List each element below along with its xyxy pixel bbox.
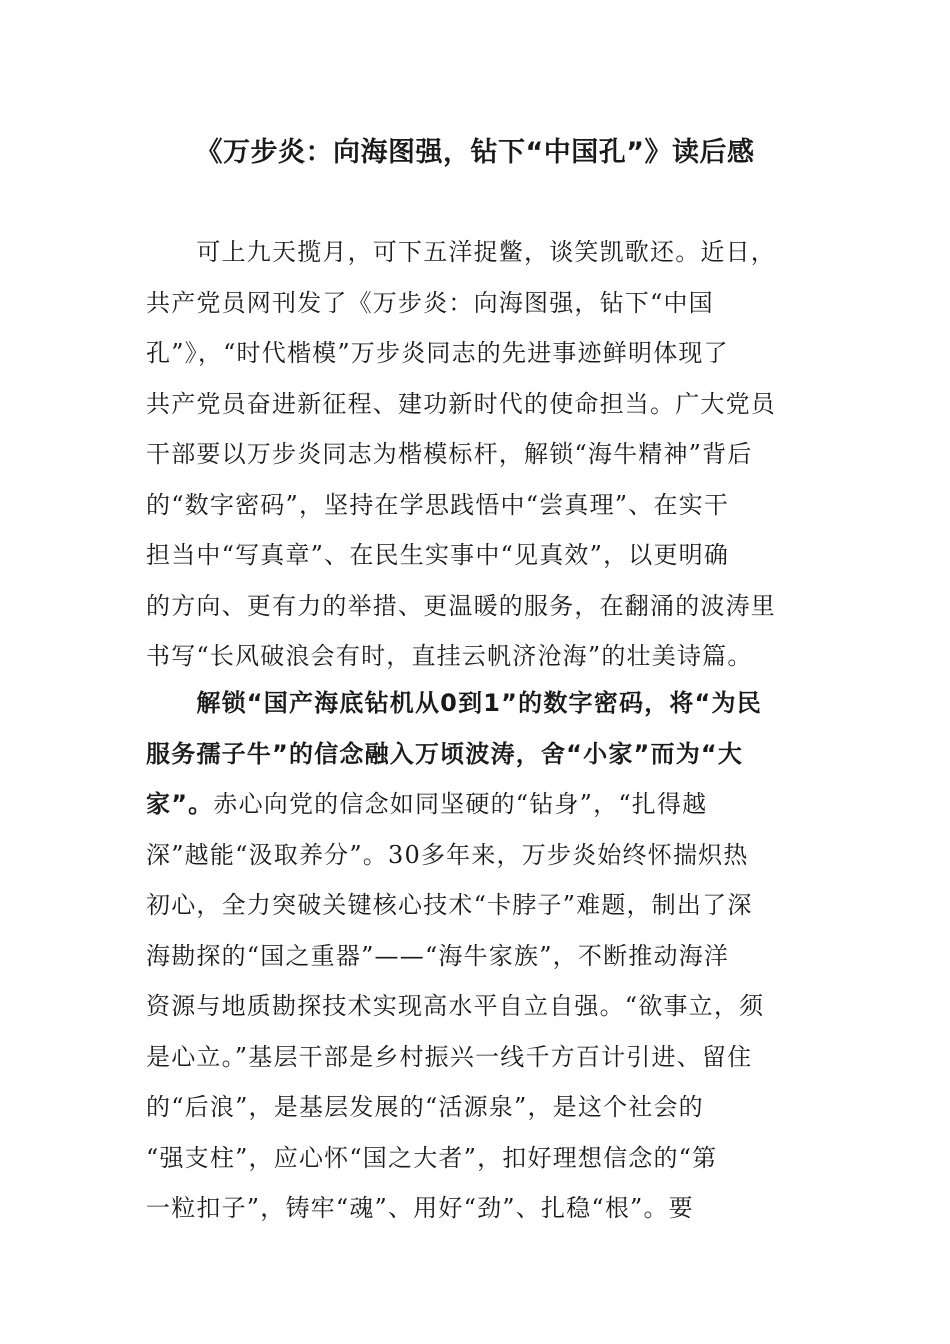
paragraph-line: 海勘探的“国之重器”——“海牛家族”，不断推动海洋 [146,941,730,970]
bold-heading-line: 解锁“国产海底钻机从0到1”的数字密码，将“为民 [146,689,762,717]
paragraph-2 [146,678,806,1234]
paragraph-line-text: 赤心向党的信念如同坚硬的“钻身”，“扎得越 [213,790,708,818]
paragraph-line: 可上九天揽月，可下五洋捉鳖，谈笑凯歌还。近日， [146,238,776,266]
paragraph-line: 深”越能“汲取养分”。30多年来，万步炎始终怀揣炽热 [146,840,749,869]
paragraph-line: 共产党员奋进新征程、建功新时代的使命担当。广大党员 [146,389,776,418]
bold-heading-end: 家”。 [146,790,214,818]
paragraph-line: 干部要以万步炎同志为楷模标杆，解锁“海牛精神”背后 [146,440,753,468]
paragraph-line: 书写“长风破浪会有时，直挂云帆济沧海”的壮美诗篇。 [146,642,753,670]
paragraph-line: 共产党员网刊发了《万步炎：向海图强，钻下“中国 [146,288,714,317]
paragraph-line [146,779,806,830]
paragraph-line: 的“后浪”，是基层发展的“活源泉”，是这个社会的 [146,1093,704,1121]
bold-heading-line: 服务孺子牛”的信念融入万顷波涛，舍“小家”而为“大 [146,739,744,768]
paragraph-line: 初心，全力突破关键核心技术“卡脖子”难题，制出了深 [146,891,753,919]
document-title: 《万步炎：向海图强，钻下“中国孔”》读后感 [195,137,755,168]
paragraph-1 [146,227,806,682]
paragraph-line: 的方向、更有力的举措、更温暖的服务，在翻涌的波涛里 [146,591,776,620]
paragraph-line: 的“数字密码”，坚持在学思践悟中“尝真理”、在实干 [146,490,730,519]
paragraph-line: 孔”》，“时代楷模”万步炎同志的先进事迹鲜明体现了 [146,339,729,367]
paragraph-line: 一粒扣子”，铸牢“魂”、用好“劲”、扎稳“根”。要 [146,1194,694,1222]
paragraph-line: 担当中“写真章”、在民生实事中“见真效”，以更明确 [146,541,730,569]
paragraph-line: 是心立。”基层干部是乡村振兴一线千方百计引进、留住 [146,1042,753,1071]
paragraph-line: “强支柱”，应心怀“国之大者”，扣好理想信念的“第 [146,1143,718,1172]
paragraph-line: 资源与地质勘探技术实现高水平自立自强。“欲事立，须 [146,992,765,1020]
